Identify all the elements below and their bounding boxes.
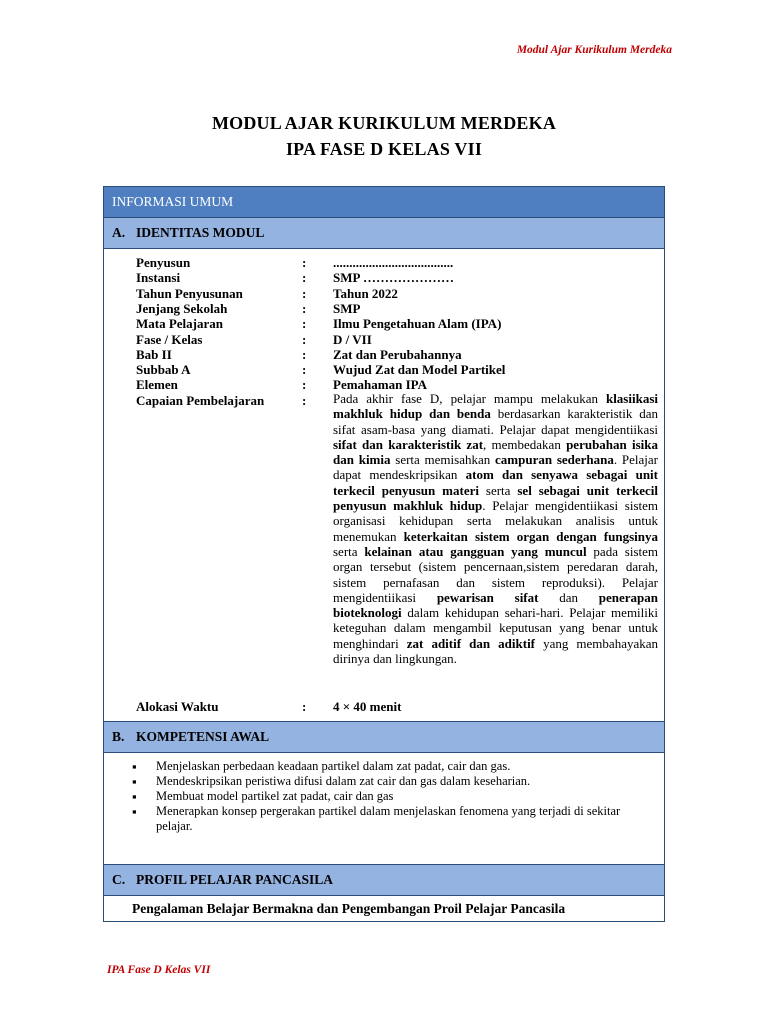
capaian-segment: serta memisahkan [390, 452, 496, 468]
identity-key: Elemen [136, 377, 178, 393]
identity-key: Instansi [136, 270, 181, 286]
capaian-segment: . Pelajar dapat mendeskripsikan [333, 452, 658, 483]
capaian-emphasis: klasiikasi makhluk hidup dan benda [333, 391, 658, 422]
footer-note: IPA Fase D Kelas VII [107, 964, 211, 976]
capaian-segment: Pada akhir fase D, pelajar mampu melakukan [333, 391, 606, 406]
section-b-number: B. [112, 729, 125, 744]
list-item: ▪ Menerapkan konsep pergerakan partikel dalam menjelaskan fenomena yang terjadi di sekitar pelajar. [132, 804, 642, 834]
capaian-segment: serta [333, 543, 365, 559]
identity-colon: : [302, 346, 307, 362]
capaian-emphasis: sifat dan karakteristik zat [333, 436, 484, 452]
capaian-segment: . Pelajar mengidentiikasi sistem organisasi kehidupan serta melakukan analisis untuk menemukan [333, 498, 658, 544]
identity-colon: : [302, 362, 307, 378]
capaian-emphasis: perubahan isika dan kimia [333, 436, 658, 468]
capaian-segment: yang membahayakan dirinya dan lingkungan. [333, 635, 658, 667]
identity-value: SMP ………………… [333, 270, 454, 286]
section-c-label: PROFIL PELAJAR PANCASILA [136, 872, 334, 887]
capaian-segment: dalam kehidupan sehari-hari. Pelajar memiliki keteguhan dalam mengambil keputusan yang benar untuk menghindari [333, 605, 658, 651]
capaian-emphasis: kelainan atau gangguan yang muncul [364, 543, 587, 559]
section-informasi-umum-label: INFORMASI UMUM [112, 194, 234, 209]
capaian-pembelajaran-text [333, 391, 658, 666]
alokasi-value: 4 × 40 menit [333, 699, 402, 714]
list-item: ▪ Menjelaskan perbedaan keadaan partikel dalam zat padat, cair dan gas. [132, 759, 642, 774]
capaian-emphasis: sel sebagai unit terkecil penyusun makhluk hidup [333, 482, 658, 514]
identity-key: Fase / Kelas [136, 331, 203, 347]
identity-key: Bab II [136, 346, 172, 362]
section-b-header [104, 722, 664, 753]
capaian-emphasis: keterkaitan sistem organ dengan fungsinya [403, 528, 658, 544]
section-a-header [104, 218, 664, 249]
identity-value: Tahun 2022 [333, 285, 398, 301]
identity-block [104, 249, 664, 722]
identity-colon: : [302, 285, 307, 301]
identity-value: Zat dan Perubahannya [333, 346, 462, 362]
identity-key: Subbab A [136, 362, 191, 378]
identity-value: D / VII [333, 331, 372, 347]
document-subtitle: IPA FASE D KELAS VII [285, 139, 483, 159]
identity-key: Tahun Penyusunan [136, 285, 243, 301]
header-note: Modul Ajar Kurikulum Merdeka [516, 44, 672, 56]
identity-value: Wujud Zat dan Model Partikel [333, 362, 506, 378]
capaian-segment: dan [538, 589, 599, 605]
identity-colon: : [302, 331, 307, 347]
section-c-number: C. [112, 872, 126, 887]
alokasi-colon: : [302, 699, 307, 714]
identity-key: Mata Pelajaran [136, 316, 224, 332]
capaian-segment: , membedakan [483, 436, 567, 452]
identity-colon: : [302, 255, 307, 270]
capaian-emphasis: zat aditif dan adiktif [406, 635, 536, 651]
capaian-emphasis: atom dan senyawa sebagai unit terkecil penyusun materi [333, 467, 659, 498]
kompetensi-list [104, 759, 664, 834]
capaian-segment: pada sistem organ tersebut (sistem pencernaan,sistem peredaran darah, sistem pernafasan dan sistem reproduksi). Pelajar mengidentiikasi [333, 543, 658, 605]
profil-text-label: Pengalaman Belajar Bermakna dan Pengembangan Proil Pelajar Pancasila [132, 900, 566, 916]
capaian-emphasis: campuran sederhana [495, 452, 614, 468]
identity-key: Jenjang Sekolah [136, 300, 228, 316]
identity-value: ..................................... [333, 255, 454, 270]
document-title: MODUL AJAR KURIKULUM MERDEKA [211, 113, 557, 133]
identity-value: SMP [333, 300, 361, 316]
identity-colon: : [302, 392, 307, 408]
section-b-label: KOMPETENSI AWAL [136, 729, 270, 744]
capaian-segment: berdasarkan karakteristik dan sifat asam-basa yang diamati. Pelajar dapat mengidentiikasi [333, 406, 659, 437]
capaian-segment: serta [478, 482, 518, 498]
section-c-header [104, 865, 664, 896]
identity-value: Ilmu Pengetahuan Alam (IPA) [333, 316, 502, 332]
identity-colon: : [302, 316, 307, 332]
capaian-emphasis: pewarisan sifat [436, 589, 539, 605]
list-item: ▪ Membuat model partikel zat padat, cair dan gas [132, 789, 642, 804]
info-table [103, 186, 665, 922]
capaian-emphasis: penerapan bioteknologi [333, 589, 658, 621]
identity-key: Penyusun [136, 255, 191, 270]
identity-key: Capaian Pembelajaran [136, 392, 265, 408]
identity-value: Pemahaman IPA [333, 377, 428, 393]
identity-colon: : [302, 300, 307, 316]
identity-colon: : [302, 377, 307, 393]
identity-colon: : [302, 270, 307, 286]
section-informasi-umum [104, 187, 664, 218]
list-item: ▪ Mendeskripsikan peristiwa difusi dalam zat cair dan gas dalam keseharian. [132, 774, 642, 789]
profil-text [104, 896, 664, 921]
section-a-number: A. [112, 225, 126, 240]
kompetensi-list-block [104, 753, 664, 865]
alokasi-key: Alokasi Waktu [136, 699, 219, 714]
section-a-label: IDENTITAS MODUL [136, 225, 265, 240]
